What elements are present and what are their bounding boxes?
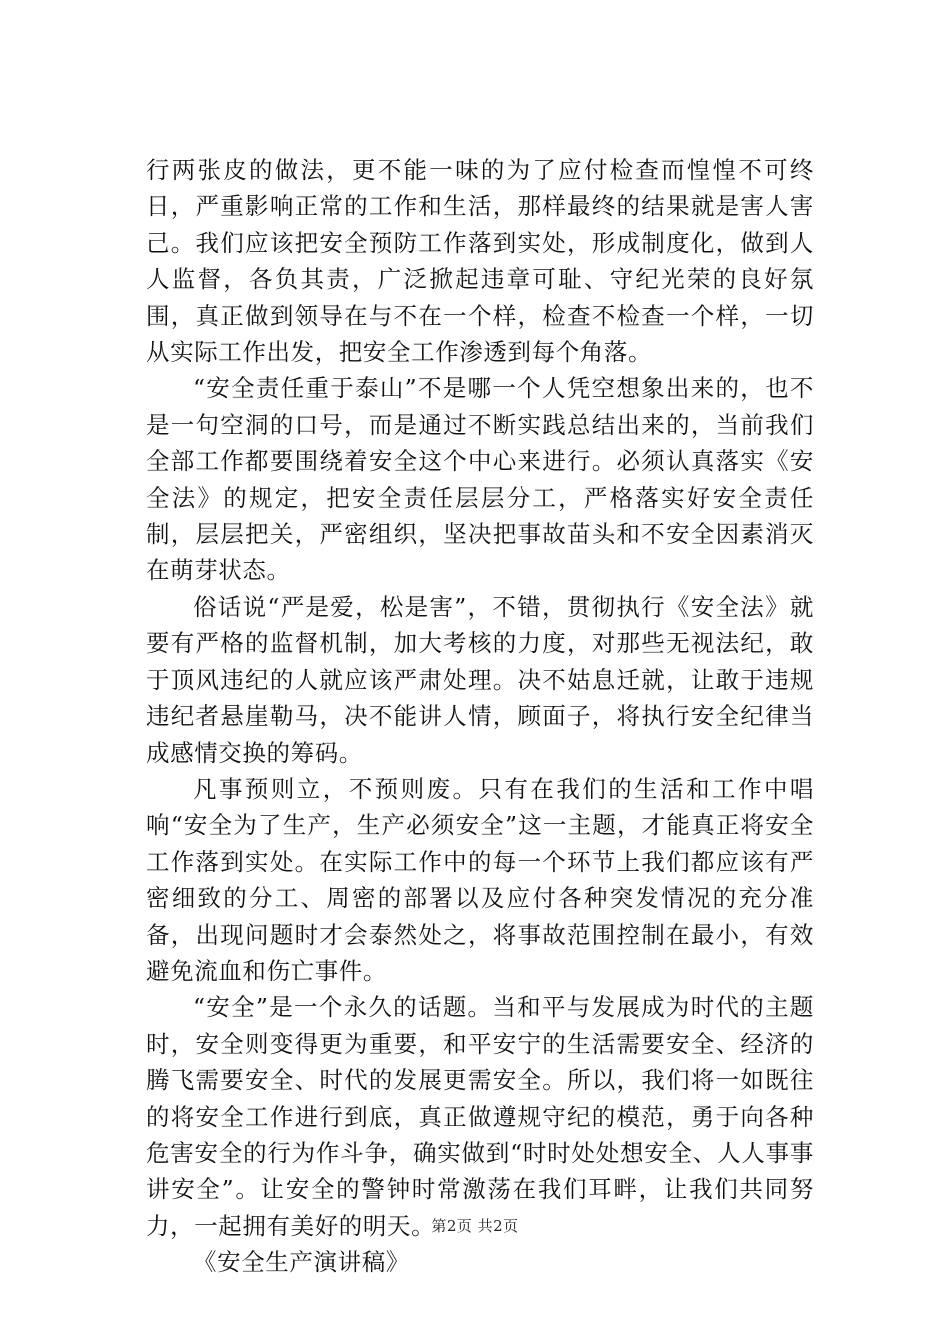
paragraph-5: “安全”是一个永久的话题。当和平与发展成为时代的主题时，安全则变得更为重要，和平安宁的生活需要安全、经济的腾飞需要安全、时代的发展更需安全。所以，我们将一如既往的将安全工作进行到底，真正做遵规守纪的模范，勇于向各种危害安全的行为作斗争，确实做到“时时处处想安全、人人事事讲安全”。让安全的警钟时常激荡在我们耳畔，让我们共同努力，一起拥有美好的明天。 [146, 993, 814, 1240]
paragraph-1: 行两张皮的做法，更不能一味的为了应付检查而惶惶不可终日，严重影响正常的工作和生活，那样最终的结果就是害人害己。我们应该把安全预防工作落到实处，形成制度化，做到人人监督，各负其责，广泛掀起违章可耻、守纪光荣的良好氛围，真正做到领导在与不在一个样，检查不检查一个样，一切从实际工作出发，把安全工作渗透到每个角落。 [146, 156, 814, 367]
document-body [146, 152, 814, 1281]
paragraph-4: 凡事预则立，不预则废。只有在我们的生活和工作中唱响“安全为了生产，生产必须安全”这一主题，才能真正将安全工作落到实处。在实际工作中的每一个环节上我们都应该有严密细致的分工、周密的部署以及应付各种突发情况的充分准备，出现问题时才会泰然处之，将事故范围控制在最小，有效避免流血和伤亡事件。 [146, 774, 814, 985]
page-number-footer: 第2页 共2页 [431, 1217, 519, 1235]
paragraph-3: 俗话说“严是爱，松是害”，不错，贯彻执行《安全法》就要有严格的监督机制，加大考核的力度，对那些无视法纪，敢于顶风违纪的人就应该严肃处理。决不姑息迁就，让敢于违规违纪者悬崖勒马，决不能讲人情，顾面子，将执行安全纪律当成感情交换的筹码。 [146, 592, 814, 767]
closing-title: 《安全生产演讲稿》 [193, 1248, 410, 1277]
paragraph-2: “安全责任重于泰山”不是哪一个人凭空想象出来的，也不是一句空洞的口号，而是通过不断实践总结出来的，当前我们全部工作都要围绕着安全这个中心来进行。必须认真落实《安全法》的规定，把安全责任层层分工，严格落实好安全责任制，层层把关，严密组织，坚决把事故苗头和不安全因素消灭在萌芽状态。 [146, 374, 814, 585]
